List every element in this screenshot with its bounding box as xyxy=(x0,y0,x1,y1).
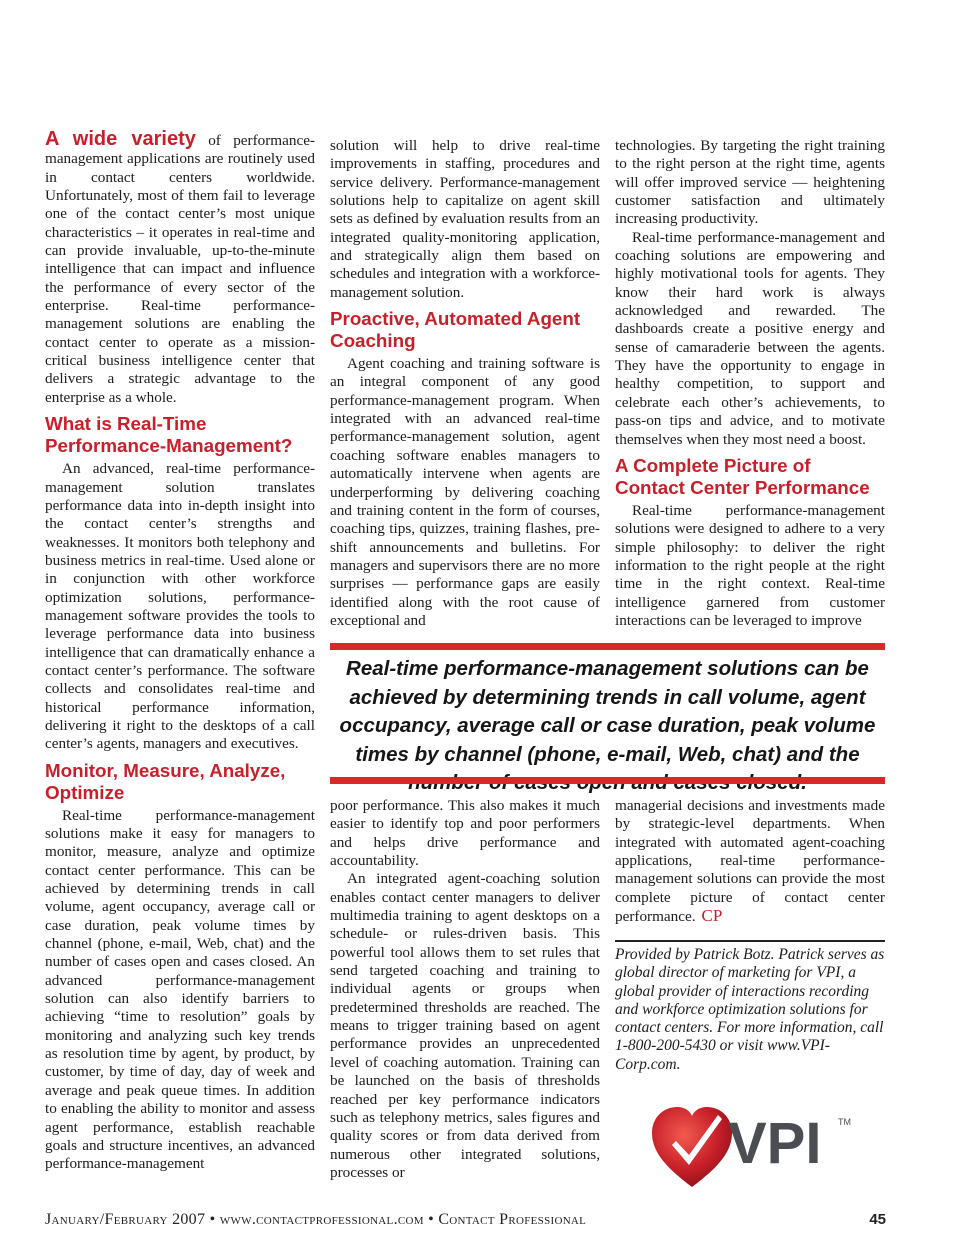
page-number: 45 xyxy=(869,1211,886,1228)
vpi-logo xyxy=(648,1095,858,1195)
column-1 xyxy=(45,130,315,1174)
pullquote-bottom-rule xyxy=(330,777,885,784)
paragraph-complete-picture: Real-time performance-management solutions were designed to adhere to a very simple philosophy: to deliver the right information to the right people at the right time in the right context. Real-time intelligence garnered from customer interactions can be leveraged to improve xyxy=(615,501,885,629)
vpi-wordmark: VPI xyxy=(728,1111,822,1176)
column-3-bottom xyxy=(615,797,885,926)
trademark: TM xyxy=(838,1117,851,1127)
heading-coaching: Proactive, Automated Agent Coaching xyxy=(330,308,581,352)
pullquote-top-rule xyxy=(330,643,885,650)
intro-paragraph: A wide variety of performance-management applications are routinely used in contact centers worldwide. Unfortunately, most of them fail to leverage one of the contact center’s most unique characteristics – it operates in real-time and can provide invaluable, up-to-the-minute intelligence that can impact and influence the performance of every sector of the enterprise. Real-time performance-management solutions are enabling the contact center to operate as a mission-critical business intelligence center that delivers a strategic advantage to the enterprise as a whole. xyxy=(45,128,315,406)
paragraph-technologies: technologies. By targeting the right training to the right person at the right time, agents will offer improved service — heightening customer satisfaction and ultimately increasing productivity. xyxy=(615,137,885,228)
paragraph-what-is: An advanced, real-time performance-management solution translates performance data into in-depth insight into the contact center’s strengths and weaknesses. It monitors both telephony and business metrics in real-time. Used alone or in conjunction with other workforce optimization solutions, performance-management software provides the tools to leverage performance data into business intelligence that can dramatically enhance a contact center’s performance. The software collects and consolidates real-time and historical performance information, delivering it right to the desktops of a call center’s agents, managers and executives. xyxy=(45,460,315,753)
paragraph-integrated-coaching: An integrated agent-coaching solution enables contact center managers to deliver multimedia training to agent desktops on a schedule- or rules-driven basis. This powerful tool allows them to set rules that send targeted coaching and training to individual agents or groups when predetermined thresholds are reached. The means to trigger training based on agent performance provides an unprecedented level of coaching automation. Training can be launched on the basis of thresholds reached per key performance indicators such as telephony metrics, sales figures and quality scores or from data derived from numerous other integrated solutions, processes or xyxy=(330,870,600,1181)
paragraph-poor-performance: poor performance. This also makes it much easier to identify top and poor performers and helps drive performance and accountability. xyxy=(330,797,600,870)
lead-in: A wide variety xyxy=(45,128,196,150)
heading-what-is: What is Real-Time Performance-Management? xyxy=(45,413,293,457)
heading-monitor: Monitor, Measure, Analyze, Optimize xyxy=(45,759,286,803)
pullquote: Real-time performance-management solutions can be achieved by determining trends in call volume, agent occupancy, average call or case duration, peak volume times by channel (phone, e-mail, Web, chat) and the xyxy=(339,657,876,766)
vpi-heart-check-icon xyxy=(652,1107,732,1187)
column-2-top xyxy=(330,137,600,630)
credit-divider xyxy=(615,940,885,942)
paragraph-coaching: Agent coaching and training software is an integral component of any good performance-management program. When integrated with an advanced real-time performance-management solution, agent coaching software enables managers to automatically intervene when agents are underperforming by delivering coaching and training content in the form of courses, coaching tips, quizzes, training flashes, pre-shift announcements and bulletins. For managers and supervisors there are no more surprises — performance gaps are easily identified along with the root cause of exceptional and xyxy=(330,355,600,629)
heading-complete-picture: A Complete Picture of Contact Center Performance xyxy=(615,454,870,498)
column-3-top xyxy=(615,137,885,630)
author-credit: Provided by Patrick Botz. Patrick serves as global director of marketing for VPI, a global provider of interactions recording and workforce optimization solutions for contact centers. For more information, call 1-800-200-5430 or visit www.VPI-Corp.com. xyxy=(615,946,885,1073)
paragraph-managerial: managerial decisions and investments made by strategic-level departments. When integrated with automated agent-coaching applications, real-time performance-management solutions can provide the most complete picture of contact center performance. CP xyxy=(615,797,885,926)
column-2-bottom xyxy=(330,797,600,1182)
paragraph-motivation: Real-time performance-management and coaching solutions are empowering and highly motivational tools for agents. They know their hard work is always acknowledged and rewarded. The dashboards create a positive energy and sense of camaraderie between the agents. They have the opportunity to engage in healthy competition, to support and celebrate each other’s achievements, to pass-on tips and advice, and to motivate themselves when they most need a boost. xyxy=(615,228,885,448)
end-mark: CP xyxy=(701,906,723,926)
paragraph-monitor: Real-time performance-management solutions make it easy for managers to monitor, measure, analyze and optimize contact center performance. This can be achieved by determining trends in call volume, agent occupancy, average call or case duration, peak volume times by channel (phone, e-mail, Web, chat) and the number of cases open and cases closed. An advanced performance-management solution can also identify barriers to achieving “time to resolution” goals by monitoring and analyzing such key trends as resolution time by agent, by product, by customer, by time of day, day of week and average and peak queue times. In addition to enabling the ability to monitor and assess agent performance, establish reachable goals and structure incentives, an advanced performance-management xyxy=(45,806,315,1173)
page-footer xyxy=(45,1211,885,1229)
footer-text: January/February 2007 • www.contactprofessional.com • Contact Professional xyxy=(45,1211,587,1228)
paragraph-solution-cont: solution will help to drive real-time improvements in staffing, procedures and service delivery. Performance-management solutions help to capitalize on agent skill sets as defined by evaluation results from an integrated quality-monitoring application, and strategically align them based on schedules and integration with a workforce-management solution. xyxy=(330,137,600,301)
